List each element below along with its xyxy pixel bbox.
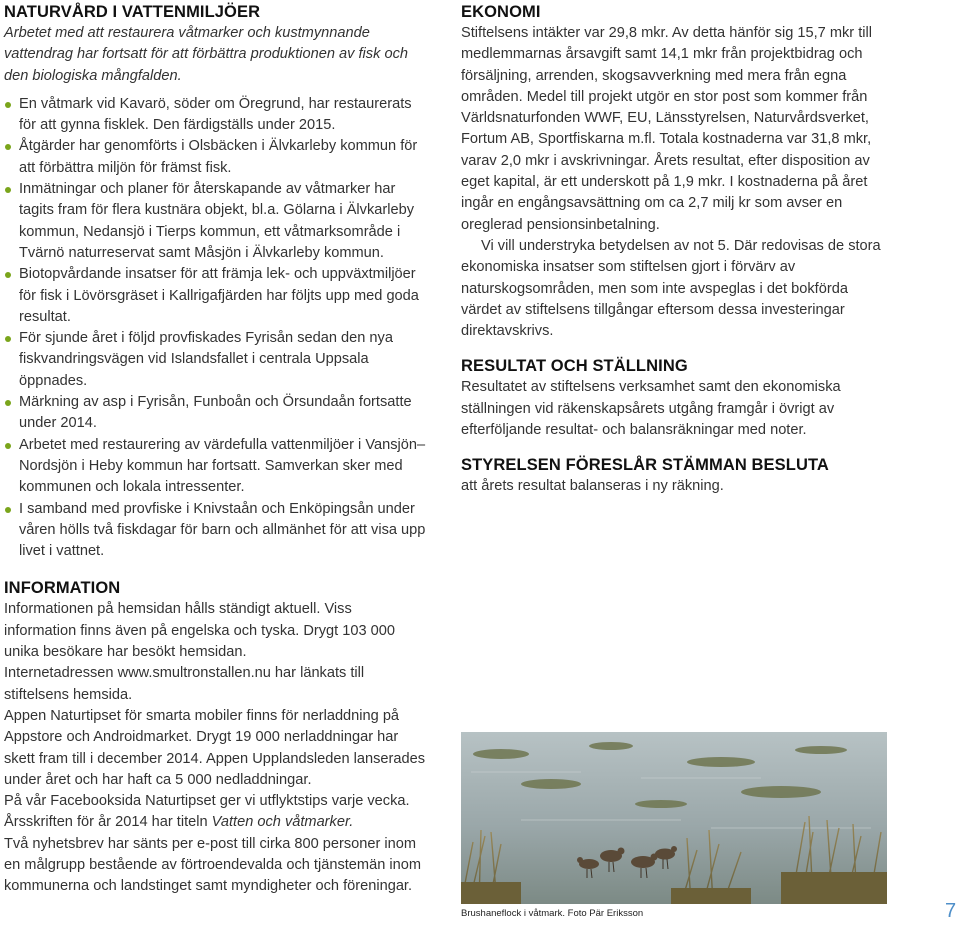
naturvard-bullet-list — [4, 94, 426, 563]
yearbook-title: Vatten och våtmarker. — [211, 814, 354, 831]
list-item: Arbetet med restaurering av värdefulla vattenmiljöer i Vansjön–Nordsjön i Heby kommun har fortsatt. Samverkan sker med kommunen och lokala intressenter. — [4, 435, 426, 499]
naturvard-lead: Arbetet med att restaurera våtmarker och kustmynnande vattendrag har fortsatt för att förbättra produktionen av fisk och den biologiska mångfalden. — [4, 25, 408, 84]
list-item: Biotopvårdande insatser för att främja lek- och uppväxtmiljöer för fisk i Lövörsgräset i Kallrigafjärden har följts upp med goda resultat. — [4, 264, 426, 328]
info-paragraph-website: Informationen på hemsidan hålls ständigt aktuell. Viss information finns även på engelska och tyska. Drygt 103 000 unika besökare har besökt hemsidan. — [4, 601, 396, 661]
list-item: Inmätningar och planer för återskapande av våtmarker har tagits fram för flera kustnära objekt, bl.a. Gölarna i Älvkarleby kommun, Nedansjö i Tierps kommun, ett våtmarksområde i Tvärnö naturreservat samt Måsjön i Älvkarleby kommun. — [4, 179, 426, 264]
info-paragraph-yearbook: Årsskriften för år 2014 har titeln Vatten och våtmarker. — [4, 814, 354, 831]
heading-naturvard: NATURVÅRD I VATTENMILJÖER — [4, 3, 261, 21]
bullet-dot-icon — [5, 507, 11, 513]
info-paragraph-facebook: På vår Facebooksida Naturtipset ger vi utflyktstips varje vecka. — [4, 793, 410, 810]
heading-resultat: RESULTAT OCH STÄLLNING — [461, 357, 688, 376]
wetland-photo — [461, 732, 887, 904]
bullet-dot-icon — [5, 102, 11, 108]
list-item: För sjunde året i följd provfiskades Fyrisån sedan den nya fiskvandringsvägen vid Islandsfallet i centrala Uppsala öppnades. — [4, 328, 426, 392]
right-column — [461, 2, 891, 498]
list-item: Märkning av asp i Fyrisån, Funboån och Örsundaån fortsatte under 2014. — [4, 392, 426, 435]
page-number: 7 — [945, 900, 957, 922]
wetland-photo-image — [461, 732, 887, 904]
economy-paragraph-income: Stiftelsens intäkter var 29,8 mkr. Av detta hänför sig 15,7 mkr till medlemmarnas årsavgift samt 14,1 mkr från projektbidrag och försäljning, arrenden, skogsavverkning med mera från egna områden. Medel till projekt utgör en stor post som kommer från Världsnaturfonden WWF, EU, Länsstyrelsen, Naturvårdsverket, Fortum AB, Sportfiskarna m.fl. Totala kostnaderna var 31,8 mkr, varav 2,0 mkr i avskrivningar. Årets resultat, efter disposition av eget kapital, är ett underskott på 1,9 mkr. I kostnaderna på året ingår en engångsavsättning om ca 2,7 milj kr som avser en oreglerad pensionsinbetalning. — [461, 25, 872, 233]
heading-styrelsen: STYRELSEN FÖRESLÅR STÄMMAN BESLUTA — [461, 456, 829, 475]
board-paragraph: att årets resultat balanseras i ny räkning. — [461, 478, 724, 495]
bullet-dot-icon — [5, 336, 11, 342]
bullet-dot-icon — [5, 187, 11, 193]
bullet-dot-icon — [5, 400, 11, 406]
info-paragraph-url: Internetadressen www.smultronstallen.nu har länkats till stiftelsens hemsida. — [4, 665, 365, 703]
list-item: Åtgärder har genomförts i Olsbäcken i Älvkarleby kommun för att förbättra miljön för främst fisk. — [4, 136, 426, 179]
bullet-dot-icon — [5, 144, 11, 150]
left-column — [4, 2, 426, 898]
economy-paragraph-note5: Vi vill understryka betydelsen av not 5. Där redovisas de stora ekonomiska insatser som stiftelsen gjort i förvärv av naturskogsområden, men som inte avspeglas i det bokförda värdet av stiftelsens tillgångar eftersom dessa investeringar direktavskrivs. — [461, 237, 881, 340]
heading-information: INFORMATION — [4, 579, 121, 598]
info-paragraph-newsletter: Två nyhetsbrev har sänts per e-post till cirka 800 personer inom en målgrupp bestående av förtroendevalda och tjänstemän inom kommunerna och landstinget samt myndigheter och föreningar. — [4, 835, 421, 895]
bullet-dot-icon — [5, 272, 11, 278]
bullet-dot-icon — [5, 443, 11, 449]
heading-ekonomi: EKONOMI — [461, 3, 541, 21]
photo-caption: Brushaneflock i våtmark. Foto Pär Eriksson — [461, 908, 644, 919]
list-item: En våtmark vid Kavarö, söder om Öregrund, har restaurerats för att gynna fisklek. Den färdigställs under 2015. — [4, 94, 426, 137]
info-paragraph-apps: Appen Naturtipset för smarta mobiler finns för nerladdning på Appstore och Androidmarket. Drygt 19 000 nerladdningar har skett fram till i december 2014. Appen Upplandsleden lanserades under året och har haft ca 5 000 nedladdningar. — [4, 707, 426, 788]
result-paragraph: Resultatet av stiftelsens verksamhet samt den ekonomiska ställningen vid räkenskapsårets utgång framgår i övrigt av efterföljande resultat- och balansräkningar med noter. — [461, 379, 841, 439]
list-item: I samband med provfiske i Knivstaån och Enköpingsån under våren hölls två fiskdagar för barn och allmänhet för att visa upp livet i vattnet. — [4, 499, 426, 563]
